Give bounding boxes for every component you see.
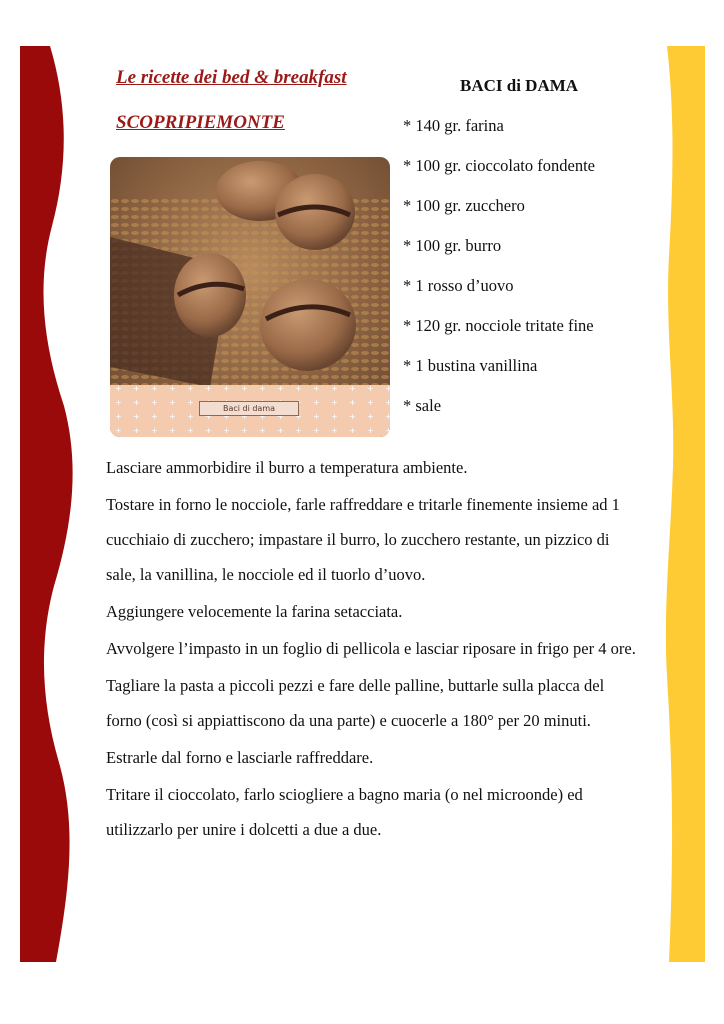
- step-paragraph: Aggiungere velocemente la farina setacciata.: [106, 602, 403, 621]
- site-name: SCOPRIPIEMONTE: [116, 112, 285, 133]
- ingredient-item: * 1 rosso d’uovo: [403, 276, 514, 295]
- step-paragraph: Tritare il cioccolato, farlo sciogliere a bagno maria (o nel microonde) ed utilizzarlo per unire i dolcetti a due a due.: [106, 785, 583, 839]
- ingredient-item: * 100 gr. zucchero: [403, 196, 525, 215]
- step-paragraph: Lasciare ammorbidire il burro a temperatura ambiente.: [106, 458, 468, 477]
- cookies-illustration: [110, 157, 390, 437]
- recipe-title: BACI di DAMA: [460, 76, 579, 95]
- ingredient-item: * 100 gr. burro: [403, 236, 502, 255]
- step-paragraph: Tagliare la pasta a piccoli pezzi e fare delle palline, buttarle sulla placca del forno (così si appiattiscono da una parte) e cuocerle a 180° per 20 minuti.: [106, 676, 605, 730]
- ingredient-list: [403, 114, 595, 434]
- step-paragraph: Tostare in forno le nocciole, farle raffreddare e tritarle finemente insieme ad 1 cucchiaio di zucchero; impastare il burro, lo zucchero restante, un pizzico di sale, la vanillina, le nocciole ed il tuorlo d’uovo.: [106, 495, 620, 584]
- photo-caption-label: Baci di dama: [199, 401, 299, 416]
- ingredient-item: * 140 gr. farina: [403, 116, 504, 135]
- step-paragraph: Avvolgere l’impasto in un foglio di pellicola e lasciar riposare in frigo per 4 ore.: [106, 639, 636, 658]
- preparation-steps: [106, 450, 636, 849]
- ingredient-item: * 100 gr. cioccolato fondente: [403, 156, 595, 175]
- ingredient-item: * 120 gr. nocciole tritate fine: [403, 316, 594, 335]
- ingredient-item: * 1 bustina vanillina: [403, 356, 538, 375]
- site-title: Le ricette dei bed & breakfast: [116, 67, 347, 88]
- step-paragraph: Estrarle dal forno e lasciarle raffreddare.: [106, 748, 374, 767]
- ingredient-item: * sale: [403, 396, 442, 415]
- right-decorative-band: [663, 46, 705, 962]
- left-decorative-band: [20, 46, 80, 962]
- recipe-photo: [110, 157, 390, 437]
